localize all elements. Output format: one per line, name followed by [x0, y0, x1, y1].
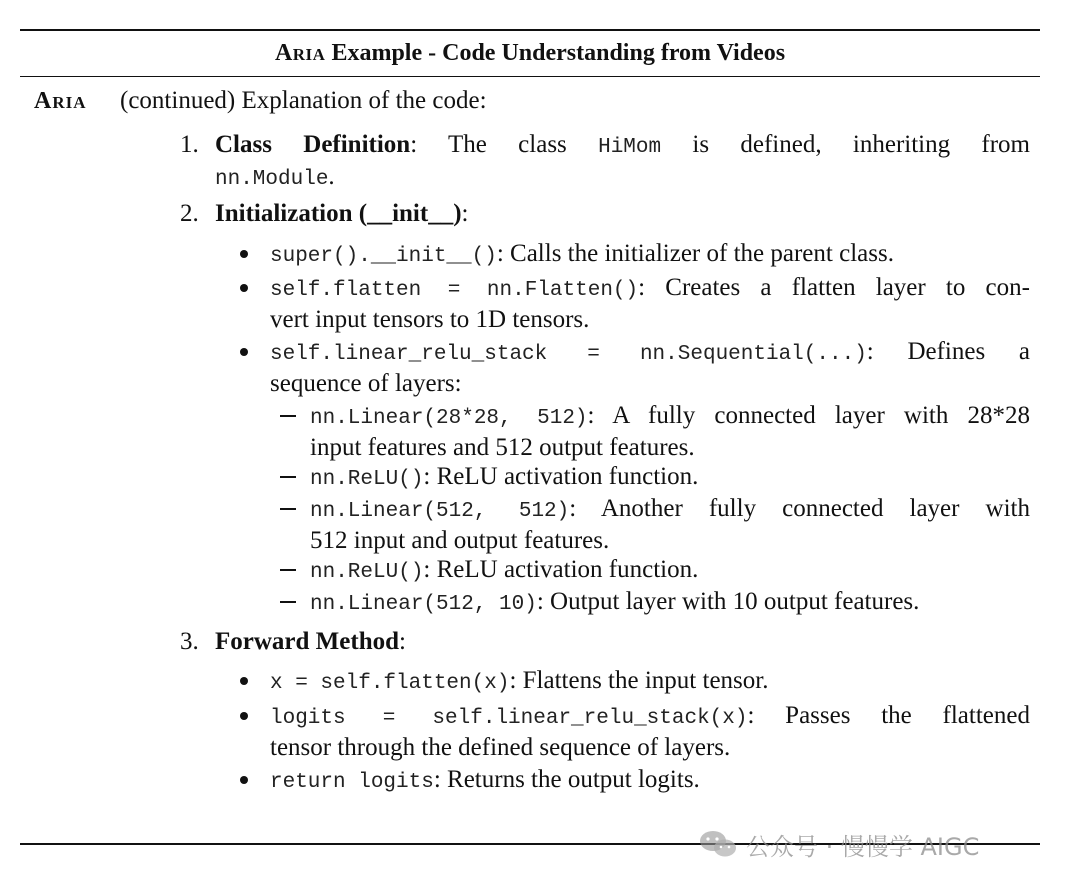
bullet-line-2: sequence of layers: — [270, 370, 462, 397]
title-text: Example - Code Understanding from Videos — [325, 40, 786, 66]
code-snippet: self.flatten = nn.Flatten() — [270, 279, 639, 302]
bullet-desc: : Calls the initializer of the parent class. — [496, 240, 894, 267]
sub-line-2: 512 input and output features. — [310, 527, 610, 554]
sub-text — [310, 494, 1030, 555]
bullet-desc: : Returns the output logits. — [433, 766, 700, 793]
code-snippet: super().__init__() — [270, 245, 497, 268]
sub-desc: : Another fully connected layer with — [569, 495, 1030, 522]
item-label: Initialization (__init__) — [215, 200, 462, 227]
bullet-text — [270, 337, 1030, 398]
title-model-name: Aria — [274, 40, 326, 66]
sub-text — [310, 555, 1030, 587]
watermark — [698, 826, 1038, 862]
item-text-part: : — [461, 200, 469, 227]
bullet-dot — [240, 712, 248, 720]
code-snippet: nn.Linear(28*28, 512) — [310, 407, 588, 430]
bullet-line-1 — [270, 273, 1030, 305]
intro-text: (continued) Explanation of the code: — [120, 87, 487, 114]
item-label: Forward Method — [215, 628, 399, 655]
sub-desc: : ReLU activation function. — [423, 556, 699, 583]
title-rule — [20, 76, 1040, 77]
item-text-part: : The class — [410, 131, 599, 158]
item-text-part: is defined, inheriting from — [661, 131, 1031, 158]
code-snippet: nn.Linear(512, 10) — [310, 593, 537, 616]
bullet-dot — [240, 250, 248, 258]
bullet-text — [270, 239, 1030, 271]
bullet-text — [270, 666, 1030, 698]
dash-marker — [280, 601, 296, 603]
wechat-icon — [698, 829, 738, 859]
code-snippet: nn.ReLU() — [310, 561, 424, 584]
bullet-dot — [240, 677, 248, 685]
item-text — [215, 627, 1030, 656]
bullet-desc: : Flattens the input tensor. — [509, 667, 769, 694]
item-number: 2. — [180, 200, 199, 227]
item-number: 3. — [180, 628, 199, 655]
code-snippet: x = self.flatten(x) — [270, 672, 510, 695]
bullet-text — [270, 765, 1030, 797]
bullet-line-2: vert input tensors to 1D tensors. — [270, 306, 590, 333]
item-text — [215, 130, 1030, 194]
item-text-part: : — [399, 628, 406, 655]
top-rule — [20, 29, 1040, 31]
sub-desc: : Output layer with 10 output features. — [536, 588, 920, 615]
watermark-text: 公众号 · 慢慢学 AIGC — [746, 832, 980, 861]
code-snippet: return logits — [270, 771, 434, 794]
sub-desc: : A fully connected layer with 28*28 — [587, 402, 1030, 429]
bullet-desc: : Defines a — [866, 338, 1030, 365]
sub-text — [310, 401, 1030, 462]
sub-line-1 — [310, 401, 1030, 433]
item-line-1 — [215, 130, 1030, 162]
bullet-dot — [240, 284, 248, 292]
item-text — [215, 199, 1030, 228]
speaker-label: Aria — [34, 88, 87, 114]
item-number: 1. — [180, 131, 199, 158]
bullet-line-1 — [270, 701, 1030, 733]
item-text-part: . — [328, 163, 335, 190]
item-label: Class Definition — [215, 131, 411, 158]
bullet-dot — [240, 348, 248, 356]
code-snippet: nn.Module — [215, 168, 329, 191]
bullet-text — [270, 701, 1030, 762]
box-title — [20, 34, 1040, 72]
sub-text — [310, 587, 1030, 619]
bullet-text — [270, 273, 1030, 334]
bullet-line-2: tensor through the defined sequence of layers. — [270, 734, 731, 761]
dash-marker — [280, 415, 296, 417]
code-snippet: nn.Linear(512, 512) — [310, 500, 570, 523]
sub-line-2: input features and 512 output features. — [310, 434, 695, 461]
bullet-dot — [240, 776, 248, 784]
sub-line-1 — [310, 494, 1030, 526]
dash-marker — [280, 508, 296, 510]
sub-text — [310, 462, 1030, 494]
sub-desc: : ReLU activation function. — [423, 463, 699, 490]
code-snippet: HiMom — [598, 136, 662, 159]
bullet-line-1 — [270, 337, 1030, 369]
bullet-desc: : Passes the flattened — [747, 702, 1030, 729]
code-snippet: logits = self.linear_relu_stack(x) — [270, 707, 748, 730]
code-snippet: nn.ReLU() — [310, 468, 424, 491]
code-snippet: self.linear_relu_stack = nn.Sequential(...) — [270, 343, 867, 366]
bullet-desc: : Creates a flatten layer to con- — [638, 274, 1030, 301]
item-line-2 — [215, 162, 1030, 194]
dash-marker — [280, 476, 296, 478]
dash-marker — [280, 569, 296, 571]
